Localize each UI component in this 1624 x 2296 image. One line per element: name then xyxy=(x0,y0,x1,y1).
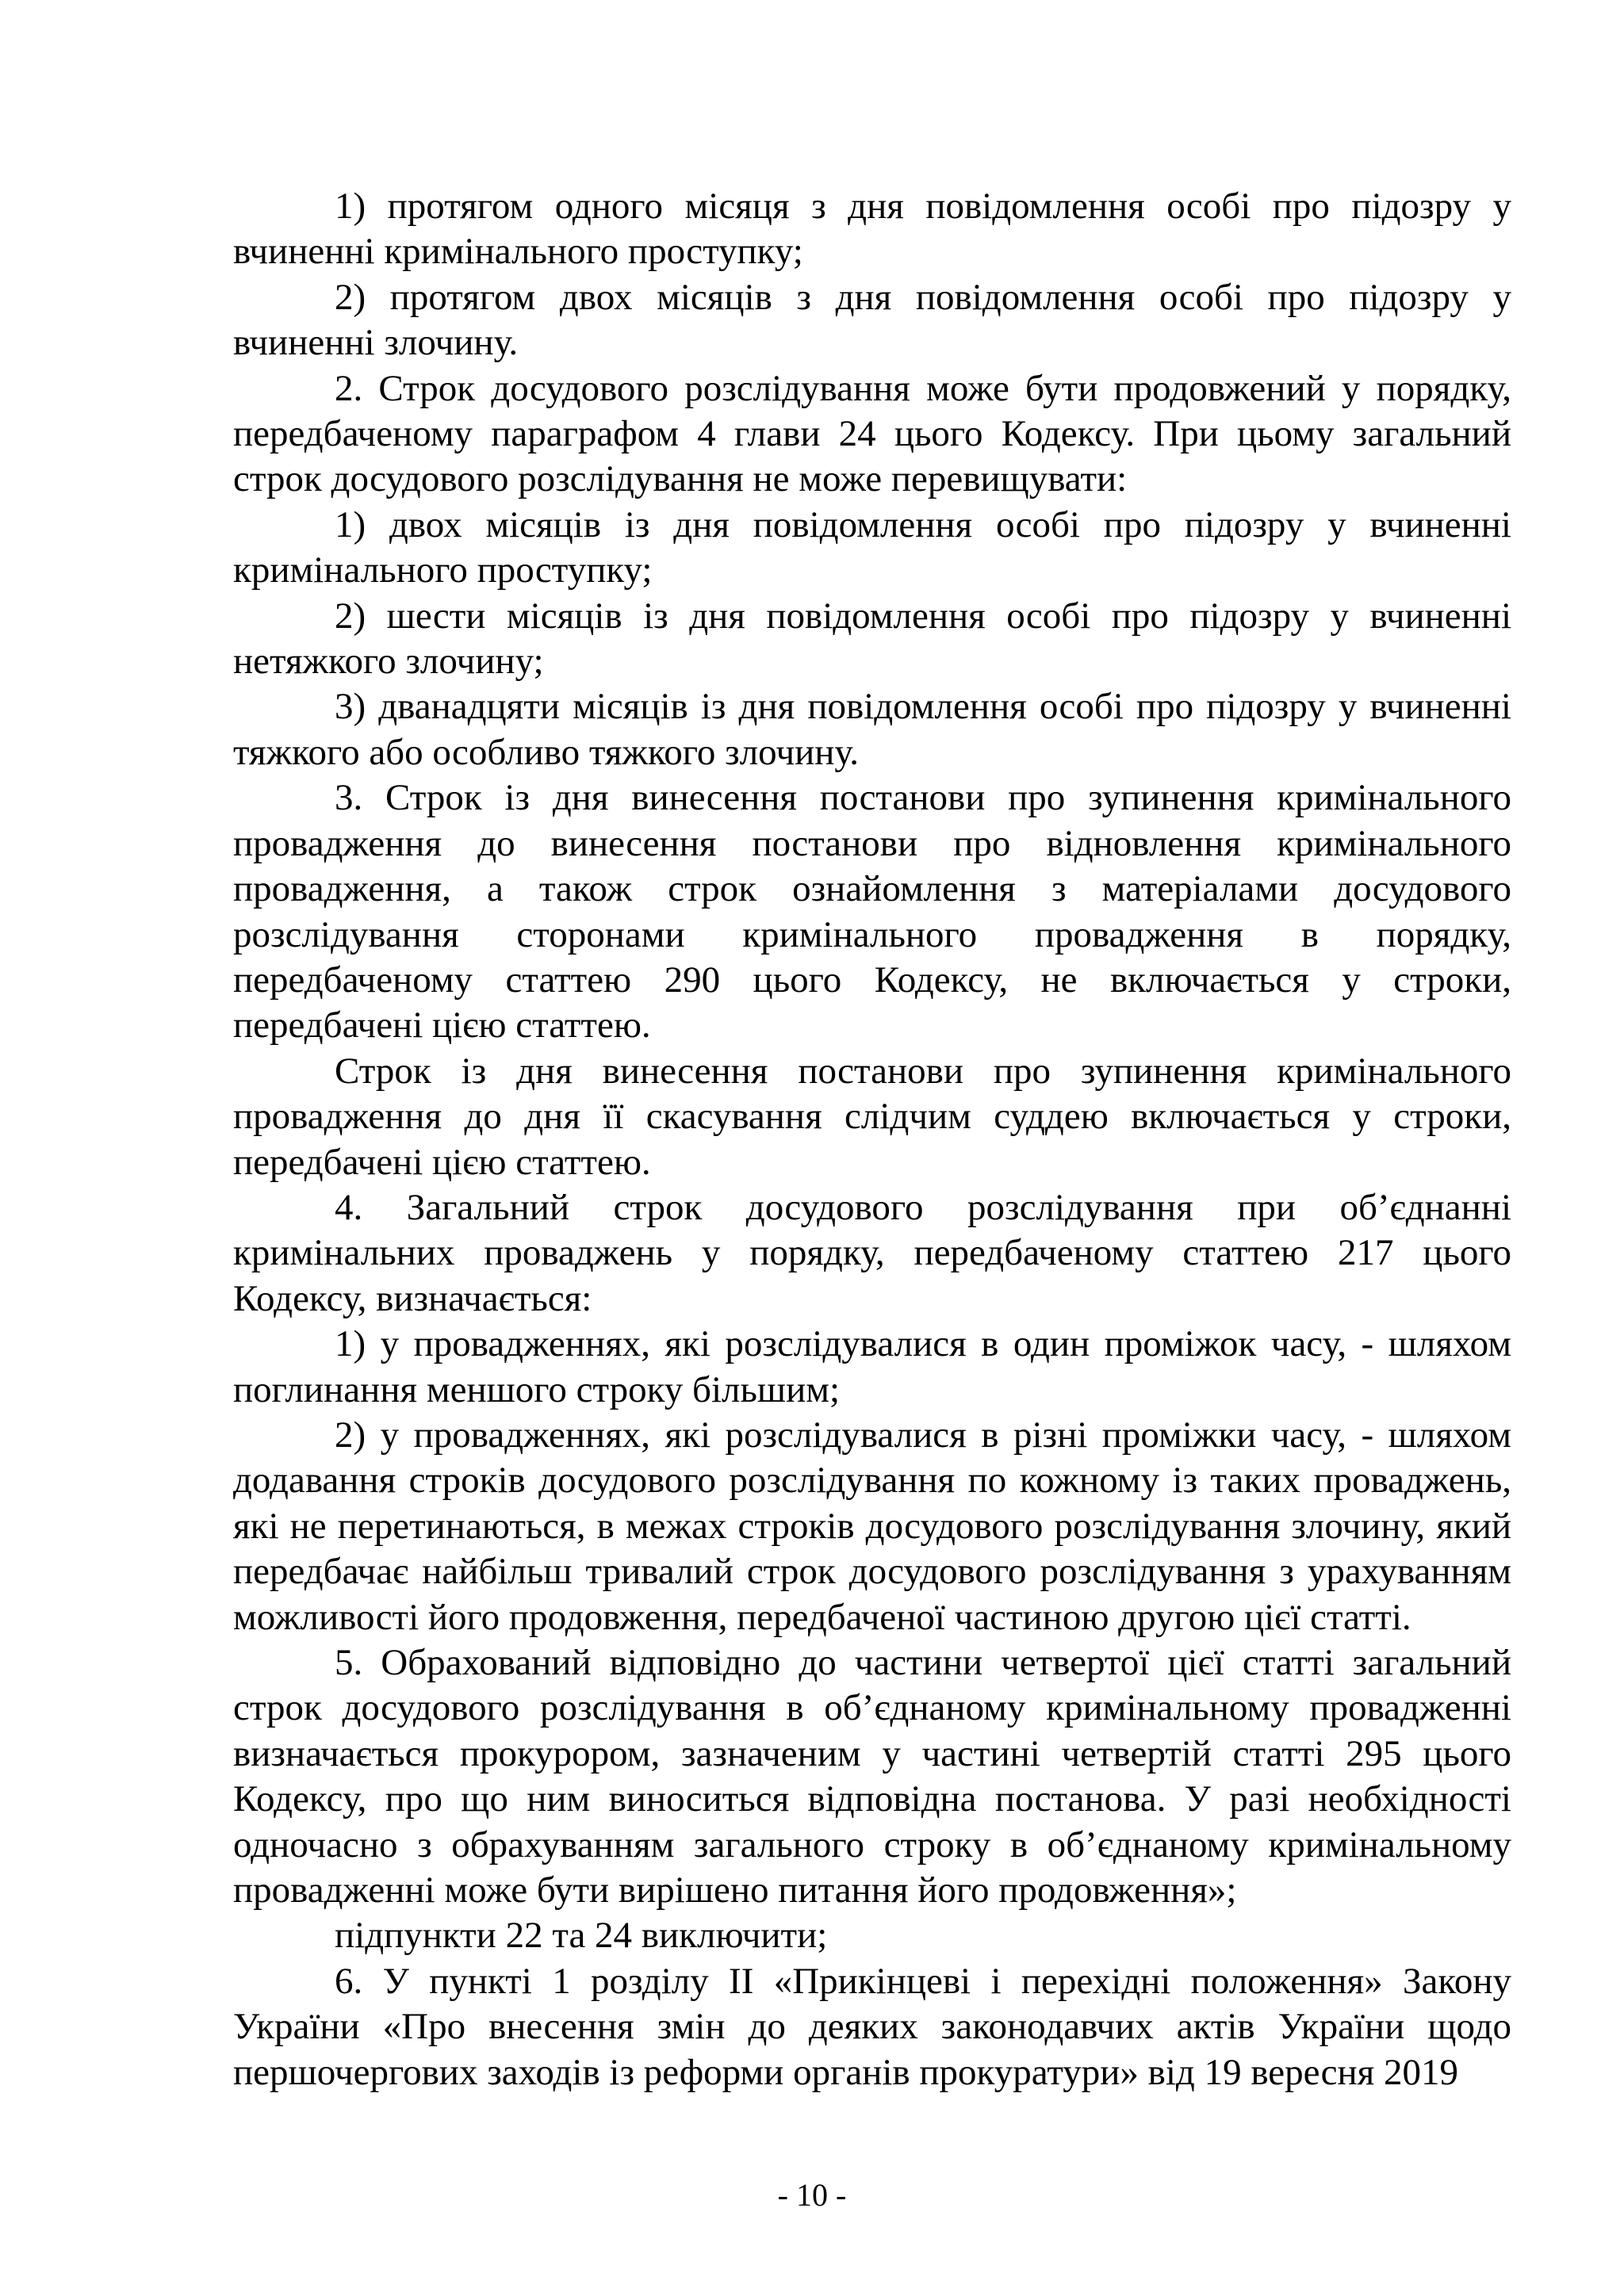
paragraph-clause-1-2: 2) протягом двох місяців з дня повідомлення особі про підозру у вчиненні злочину. xyxy=(233,276,1511,364)
paragraph-subclauses-excluded: підпункти 22 та 24 виключити; xyxy=(335,1915,828,1957)
paragraph-part-4-item-2: 2) у провадженнях, які розслідувалися в різні проміжки часу, - шляхом додавання строків досудового розслідування по кожному із таких проваджень, які не перетинаються, в межах строків досудового розслідування злочину, який передбачає найбільш тривалий строк досудового розслідування з урахуванням можливості його продовження, передбаченої частиною другою цієї статті. xyxy=(233,1414,1511,1638)
paragraph-part-2-item-3: 3) дванадцяти місяців із дня повідомлення особі про підозру у вчиненні тяжкого або особливо тяжкого злочину. xyxy=(233,686,1511,773)
paragraph-item-6: 6. У пункті 1 розділу ІІ «Прикінцеві і перехідні положення» Закону України «Про внесення змін до деяких законодавчих актів України щодо першочергових заходів із реформи органів прокуратури» від 19 вересня 2019 xyxy=(233,1960,1511,2093)
paragraph-part-2-item-1: 1) двох місяців із дня повідомлення особі про підозру у вчиненні кримінального проступку; xyxy=(233,503,1511,591)
paragraph-part-4: 4. Загальний строк досудового розслідування при об’єднанні кримінальних проваджень у порядку, передбаченому статтею 217 цього Кодексу, визначається: xyxy=(233,1186,1511,1319)
paragraph-part-3-continued: Строк із дня винесення постанови про зупинення кримінального провадження до дня її скасування слідчим суддею включається у строки, передбачені цією статтею. xyxy=(233,1050,1511,1183)
paragraph-part-2: 2. Строк досудового розслідування може бути продовжений у порядку, передбаченому параграфом 4 глави 24 цього Кодексу. При цьому загальний строк досудового розслідування не може перевищувати: xyxy=(233,367,1511,500)
paragraph-part-2-item-2: 2) шести місяців із дня повідомлення особі про підозру у вчиненні нетяжкого злочину; xyxy=(233,595,1511,683)
page-number: - 10 - xyxy=(777,2177,847,2213)
paragraph-clause-1-1: 1) протягом одного місяця з дня повідомлення особі про підозру у вчиненні кримінального проступку; xyxy=(233,186,1511,273)
paragraph-part-4-item-1: 1) у провадженнях, які розслідувалися в один проміжок часу, - шляхом поглинання меншого строку більшим; xyxy=(233,1323,1511,1410)
paragraph-part-5: 5. Обрахований відповідно до частини четвертої цієї статті загальний строк досудового розслідування в об’єднаному кримінальному провадженні визначається прокурором, зазначеним у частині четвертій статті 295 цього Кодексу, про що ним виноситься відповідна постанова. У разі необхідності одночасно з обрахуванням загального строку в об’єднаному кримінальному провадженні може бути вирішено питання його продовження»; xyxy=(233,1642,1511,1911)
document-body xyxy=(233,184,1511,2095)
paragraph-part-3: 3. Строк із дня винесення постанови про зупинення кримінального провадження до винесення постанови про відновлення кримінального провадження, а також строк ознайомлення з матеріалами досудового розслідування сторонами кримінального провадження в порядку, передбаченому статтею 290 цього Кодексу, не включається у строки, передбачені цією статтею. xyxy=(233,777,1511,1047)
